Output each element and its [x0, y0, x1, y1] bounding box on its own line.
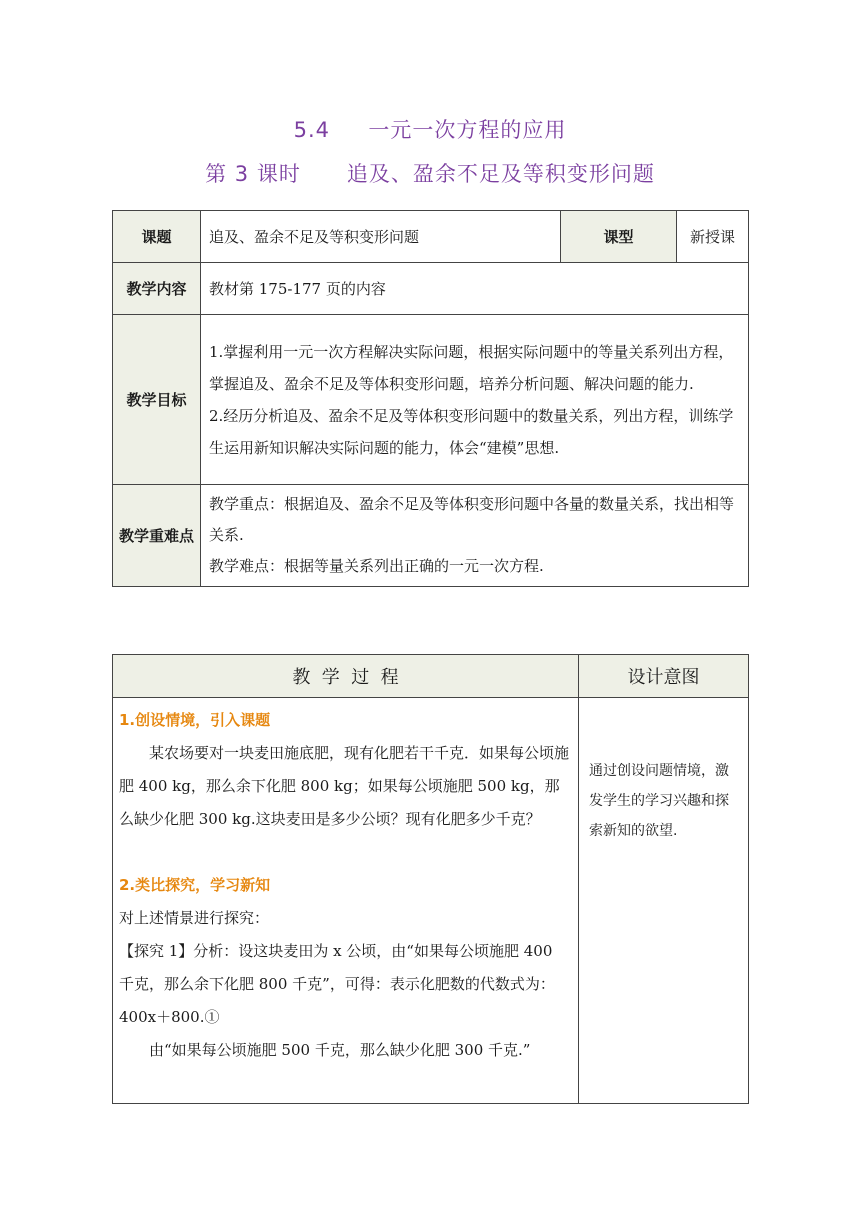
- goal-2: 2.经历分析追及、盈余不足及等体积变形问题中的数量关系，列出方程，训练学生运用新知识解决实际问题的能力，体会“建模”思想.: [209, 406, 734, 457]
- goals-label: 教学目标: [113, 315, 201, 485]
- section-2-title: 2.类比探究，学习新知: [119, 876, 271, 894]
- goal-1: 1.掌握利用一元一次方程解决实际问题，根据实际问题中的等量关系列出方程，掌握追及、盈余不足及等体积变形问题，培养分析问题、解决问题的能力.: [209, 342, 734, 393]
- explore-1: 【探究 1】分析：设这块麦田为 x 公顷，由“如果每公顷施肥 400 千克，那么余下化肥 800 千克”，可得：表示化肥数的代数式为：400x＋800.①: [119, 942, 555, 1026]
- process-header: 教 学 过 程: [113, 655, 579, 698]
- teaching-process-table: [112, 654, 749, 1104]
- design-note: 通过创设问题情境，激发学生的学习兴趣和探索新知的欲望.: [579, 698, 749, 1104]
- section-1-text: 某农场要对一块麦田施底肥，现有化肥若干千克．如果每公顷施肥 400 kg，那么余下化肥 800 kg；如果每公顷施肥 500 kg，那么缺少化肥 300 kg.这块麦田是多少公顷？现有化肥多少千克？: [119, 744, 570, 828]
- section-2-intro: 对上述情景进行探究：: [119, 909, 270, 927]
- lesson-subtitle: 第 3 课时 追及、盈余不足及等积变形问题: [205, 162, 655, 186]
- topic-label: 课题: [113, 211, 201, 263]
- topic-value: 追及、盈余不足及等积变形问题: [201, 211, 561, 263]
- keypoints-label: 教学重难点: [113, 485, 201, 587]
- explore-1-next: 由“如果每公顷施肥 500 千克，那么缺少化肥 300 千克.”: [149, 1041, 531, 1059]
- lesson-title: 5.4 一元一次方程的应用: [293, 118, 567, 142]
- keypoint-2: 教学难点：根据等量关系列出正确的一元一次方程.: [209, 557, 544, 575]
- lesson-info-table: [112, 210, 749, 587]
- design-header: 设计意图: [579, 655, 749, 698]
- content-label: 教学内容: [113, 263, 201, 315]
- content-value: 教材第 175-177 页的内容: [201, 263, 749, 315]
- keypoint-1: 教学重点：根据追及、盈余不足及等体积变形问题中各量的数量关系，找出相等关系.: [209, 495, 735, 544]
- type-label: 课型: [561, 211, 677, 263]
- type-value: 新授课: [677, 211, 749, 263]
- section-1-title: 1.创设情境，引入课题: [119, 711, 271, 729]
